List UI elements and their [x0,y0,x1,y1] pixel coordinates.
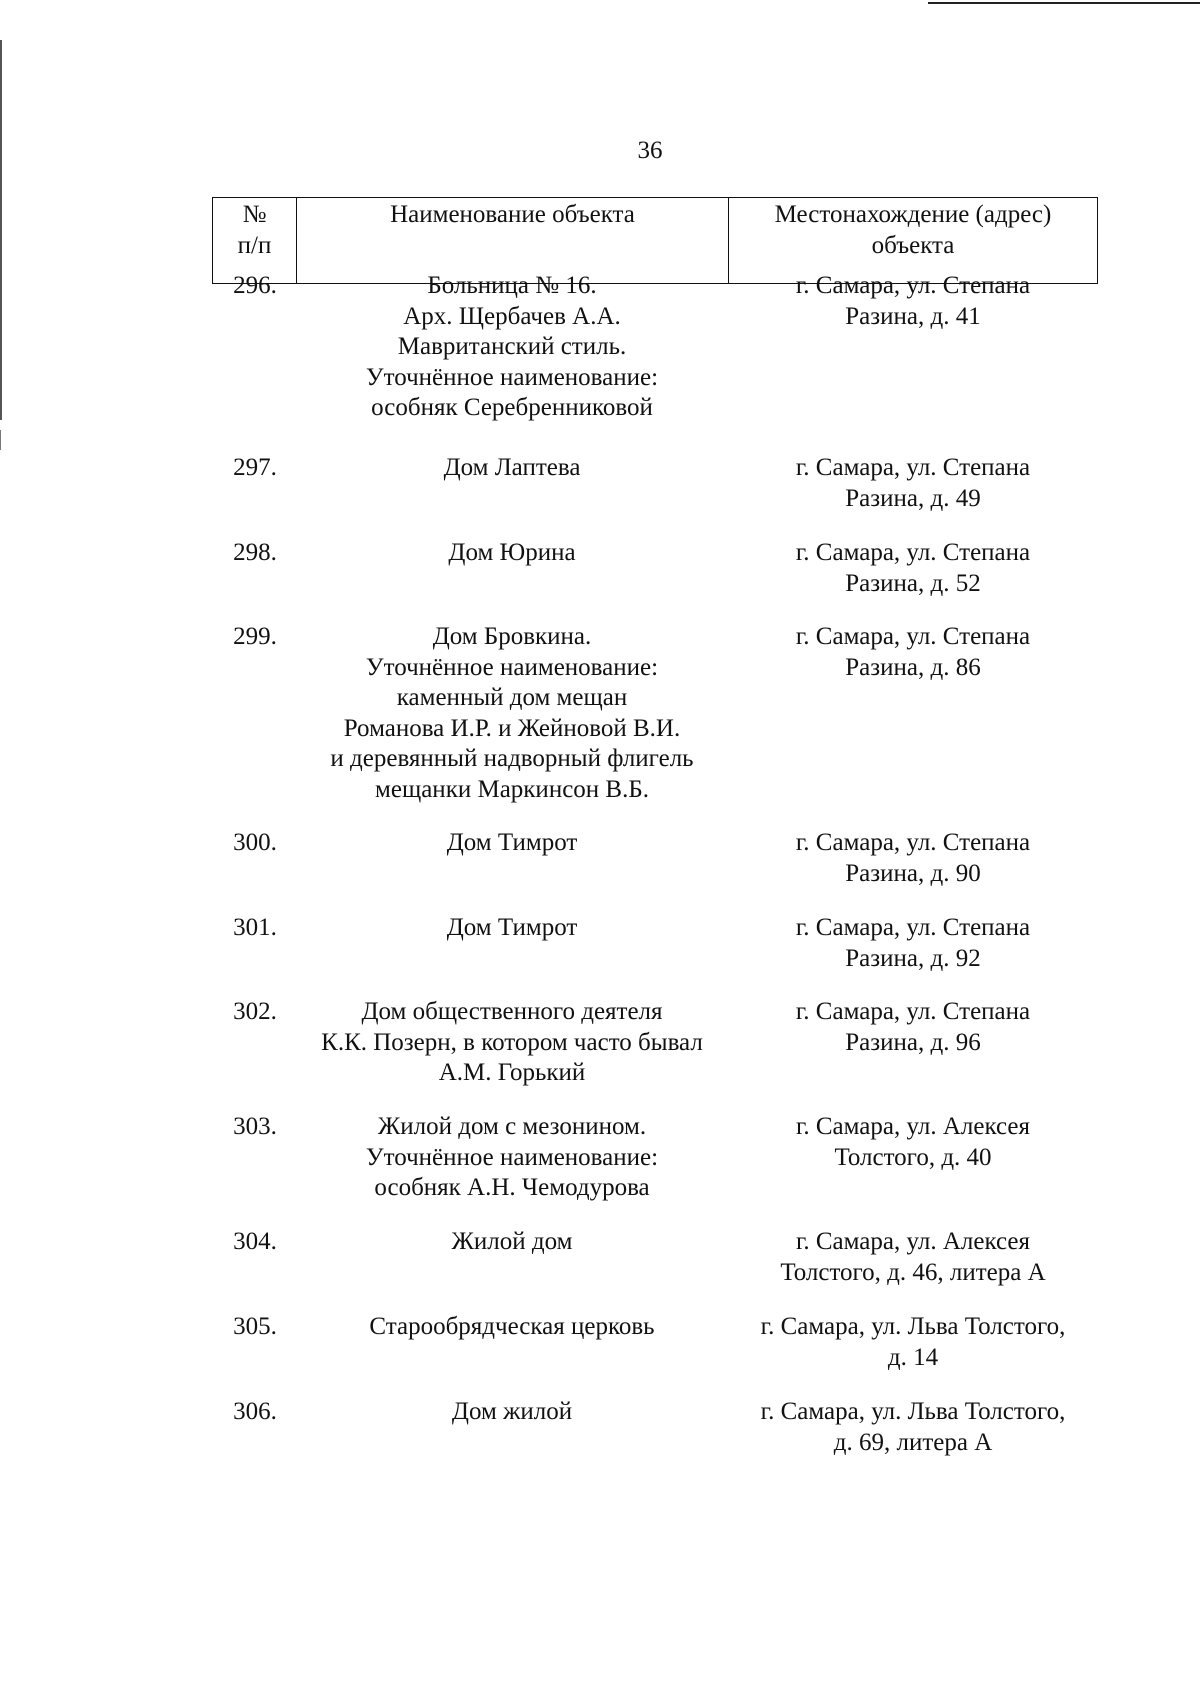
table-row [212,453,1098,514]
object-address-line: г. Самара, ул. Степана [795,829,1031,856]
object-address [728,622,1098,805]
objects-table [212,197,1098,1456]
object-name-line: особняк А.Н. Чемодурова [374,1174,650,1201]
object-name [296,453,728,514]
object-name-line: Дом Тимрот [446,829,578,856]
object-address-line: Разина, д. 90 [845,859,981,887]
object-name [296,913,728,974]
object-address-line: г. Самара, ул. Степана [795,914,1031,941]
object-name [296,828,728,889]
object-address-line: Разина, д. 41 [845,302,981,330]
object-name-line: Жилой дом [451,1228,573,1255]
object-address-line: г. Самара, ул. Степана [795,998,1031,1025]
table-row [212,1397,1098,1458]
object-address [728,453,1098,514]
table-row [212,913,1098,974]
row-number: 300. [233,829,277,856]
object-name-line: Дом общественного деятеля [361,998,663,1025]
table-row [212,538,1098,599]
object-name [296,1312,728,1373]
header-address-line: Местонахождение (адрес) [774,201,1052,228]
object-address-line: г. Самара, ул. Степана [795,539,1031,566]
object-name [296,1112,728,1204]
object-name-line: Жилой дом с мезонином. [377,1113,647,1140]
page-number: 36 [637,137,663,164]
row-number: 297. [233,454,277,481]
object-name-line: каменный дом мещан [396,684,628,711]
row-number: 306. [233,1398,277,1425]
row-number: 304. [233,1228,277,1255]
object-name [296,538,728,599]
object-address-line: г. Самара, ул. Льва Толстого, [760,1313,1066,1340]
row-number: 301. [233,914,277,941]
object-address-line: г. Самара, ул. Степана [795,272,1031,299]
object-name-line: Уточнённое наименование: [365,363,659,391]
object-address [728,271,1098,424]
object-name-line: Старообрядческая церковь [369,1313,655,1340]
table-row [212,271,1098,424]
object-name [296,271,728,424]
row-number: 305. [233,1313,277,1340]
object-address [728,828,1098,889]
object-name-line: Дом Юрина [448,539,576,566]
object-name [296,622,728,805]
object-address-line: д. 14 [887,1343,939,1371]
row-number: 298. [233,539,277,566]
object-name-line: Больница № 16. [427,272,597,299]
object-address [728,1112,1098,1204]
object-address-line: г. Самара, ул. Алексея [795,1113,1031,1140]
object-address [728,1397,1098,1458]
object-address [728,1312,1098,1373]
object-address-line: Толстого, д. 40 [834,1143,992,1171]
table-row [212,622,1098,805]
header-num-line: № [242,201,267,228]
object-name-line: Мавританский стиль. [397,333,627,360]
scan-artifact-left-mark [0,430,1,450]
object-name-line: А.М. Горький [438,1059,586,1086]
object-address-line: Разина, д. 96 [845,1028,981,1056]
table-row [212,1227,1098,1288]
table-row [212,997,1098,1089]
object-address-line: Разина, д. 86 [845,653,981,681]
object-name [296,1227,728,1288]
object-name-line: и деревянный надворный флигель [330,745,694,772]
object-name-line: мещанки Маркинсон В.Б. [375,775,649,803]
scan-artifact-left-edge [0,40,2,420]
header-num-line: п/п [237,231,272,259]
object-name [296,1397,728,1458]
object-name-line: Уточнённое наименование: [365,653,659,681]
object-address-line: Толстого, д. 46, литера А [780,1258,1046,1286]
object-name-line: К.К. Позерн, в котором часто бывал [321,1028,703,1056]
object-name-line: Дом жилой [451,1398,573,1425]
object-name-line: особняк Серебренниковой [371,394,653,421]
row-number: 303. [233,1113,277,1140]
row-number: 299. [233,623,277,650]
object-name-line: Романова И.Р. и Жейновой В.И. [343,714,681,742]
object-name-line: Дом Лаптева [443,454,581,481]
object-name [296,997,728,1089]
object-address-line: г. Самара, ул. Степана [795,623,1031,650]
object-address [728,913,1098,974]
object-address-line: г. Самара, ул. Алексея [795,1228,1031,1255]
object-name-line: Дом Тимрот [446,914,578,941]
object-name-line: Уточнённое наименование: [365,1143,659,1171]
row-number: 302. [233,998,277,1025]
object-address-line: г. Самара, ул. Степана [795,454,1031,481]
object-address [728,997,1098,1089]
object-address-line: г. Самара, ул. Льва Толстого, [760,1398,1066,1425]
object-address [728,1227,1098,1288]
object-name-line: Арх. Щербачев А.А. [403,302,621,330]
object-address-line: д. 69, литера А [833,1428,993,1456]
object-address-line: Разина, д. 49 [845,484,981,512]
header-name-line: Наименование объекта [390,201,635,228]
table-row [212,1112,1098,1204]
row-number: 296. [233,272,277,299]
object-name-line: Дом Бровкина. [432,623,592,650]
scan-artifact-top-line [928,2,1200,4]
header-address-line: объекта [871,231,955,259]
table-row [212,1312,1098,1373]
object-address-line: Разина, д. 52 [845,569,981,597]
table-row [212,828,1098,889]
object-address [728,538,1098,599]
object-address-line: Разина, д. 92 [845,944,981,972]
